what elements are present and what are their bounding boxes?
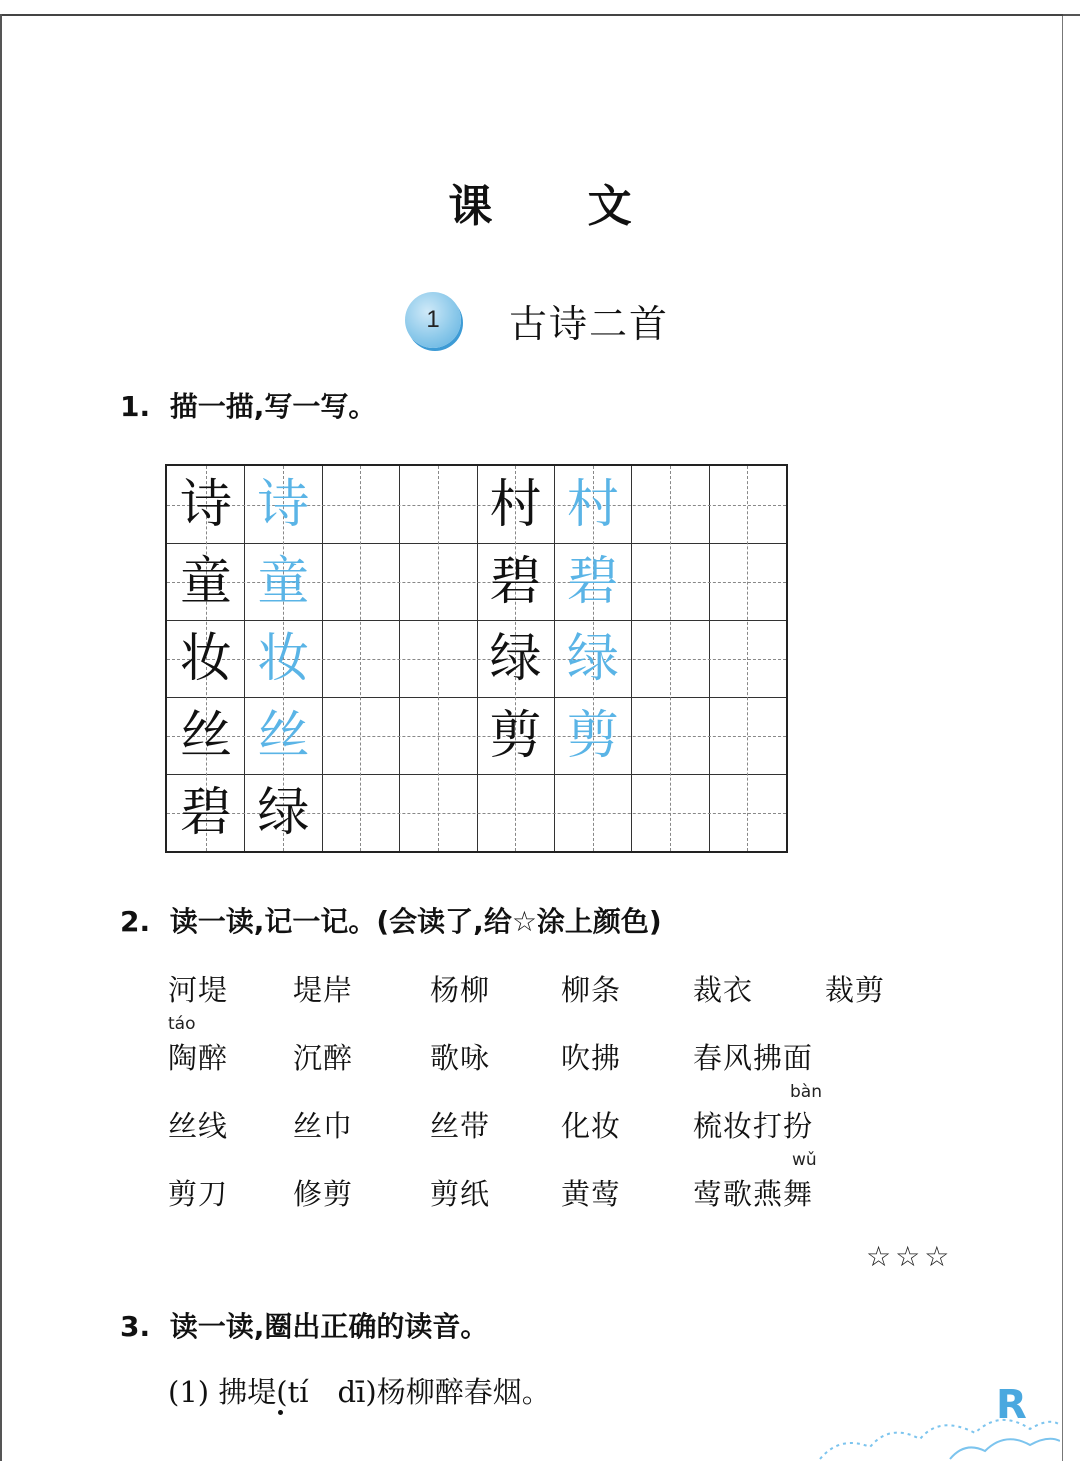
lesson-number-badge: 1 bbox=[405, 292, 461, 348]
question-1-number: 1. bbox=[120, 390, 151, 423]
word-item: 裁衣 bbox=[693, 973, 754, 1007]
pinyin-ban: bàn bbox=[790, 1082, 822, 1102]
pinyin-tao: táo bbox=[168, 1014, 196, 1034]
rating-stars[interactable]: ☆☆☆ bbox=[866, 1240, 954, 1273]
question-3-number: 3. bbox=[120, 1310, 151, 1343]
sentence-text: (1) 拂堤(tí dī)杨柳醉春烟。 bbox=[168, 1375, 551, 1409]
trace-character: 绿 bbox=[566, 629, 619, 689]
trace-character: 妆 bbox=[257, 629, 310, 689]
lesson-header bbox=[405, 290, 669, 350]
question-2 bbox=[120, 900, 662, 940]
word-item: 河堤 bbox=[168, 973, 229, 1007]
question-3-sentence bbox=[168, 1370, 551, 1411]
model-character: 碧 bbox=[179, 783, 232, 843]
trace-character: 碧 bbox=[566, 552, 619, 612]
word-item: 丝线 bbox=[168, 1109, 229, 1143]
model-character: 绿 bbox=[489, 629, 542, 689]
word-item: 丝巾 bbox=[293, 1109, 354, 1143]
model-character: 丝 bbox=[179, 706, 232, 766]
question-3 bbox=[120, 1305, 488, 1345]
cloud-decoration-icon bbox=[800, 1395, 1060, 1461]
word-item: 梳妆打扮 bbox=[693, 1109, 814, 1143]
word-item: 化妆 bbox=[561, 1109, 622, 1143]
word-item: 春风拂面 bbox=[693, 1041, 814, 1075]
publisher-logo: R bbox=[996, 1382, 1027, 1428]
word-item: 丝带 bbox=[430, 1109, 491, 1143]
word-item: 剪纸 bbox=[430, 1177, 491, 1211]
lesson-title: 古诗二首 bbox=[509, 301, 670, 346]
trace-character: 绿 bbox=[257, 783, 310, 843]
trace-character: 村 bbox=[566, 475, 619, 535]
model-character: 剪 bbox=[489, 706, 542, 766]
model-character: 诗 bbox=[179, 475, 232, 535]
model-character: 妆 bbox=[179, 629, 232, 689]
page-frame-corner bbox=[1063, 14, 1080, 16]
trace-character: 剪 bbox=[566, 706, 619, 766]
word-item: 黄莺 bbox=[561, 1177, 622, 1211]
trace-character: 童 bbox=[257, 552, 310, 612]
word-item: 沉醉 bbox=[293, 1041, 354, 1075]
question-1 bbox=[120, 385, 376, 425]
model-character: 碧 bbox=[489, 552, 542, 612]
word-item: 修剪 bbox=[293, 1177, 354, 1211]
trace-character: 诗 bbox=[257, 475, 310, 535]
word-item: 陶醉 bbox=[168, 1041, 229, 1075]
writing-grid bbox=[165, 464, 788, 853]
word-item: 吹拂 bbox=[561, 1041, 622, 1075]
word-item: 杨柳 bbox=[430, 973, 491, 1007]
page-frame-top bbox=[0, 0, 1080, 16]
emphasis-dot bbox=[278, 1410, 283, 1415]
question-2-number: 2. bbox=[120, 905, 151, 938]
trace-character: 丝 bbox=[257, 706, 310, 766]
word-item: 堤岸 bbox=[293, 973, 354, 1007]
model-character: 童 bbox=[179, 552, 232, 612]
question-2-text: 读一读,记一记。(会读了,给☆涂上颜色) bbox=[169, 905, 662, 938]
pinyin-wu: wǔ bbox=[792, 1150, 817, 1170]
word-item: 裁剪 bbox=[825, 973, 886, 1007]
word-item: 莺歌燕舞 bbox=[693, 1177, 814, 1211]
question-1-text: 描一描,写一写。 bbox=[169, 390, 377, 423]
word-item: 剪刀 bbox=[168, 1177, 229, 1211]
model-character: 村 bbox=[489, 475, 542, 535]
word-item: 柳条 bbox=[561, 973, 622, 1007]
word-item: 歌咏 bbox=[430, 1041, 491, 1075]
section-title: 课 文 bbox=[448, 181, 672, 232]
question-3-text: 读一读,圈出正确的读音。 bbox=[169, 1310, 489, 1343]
